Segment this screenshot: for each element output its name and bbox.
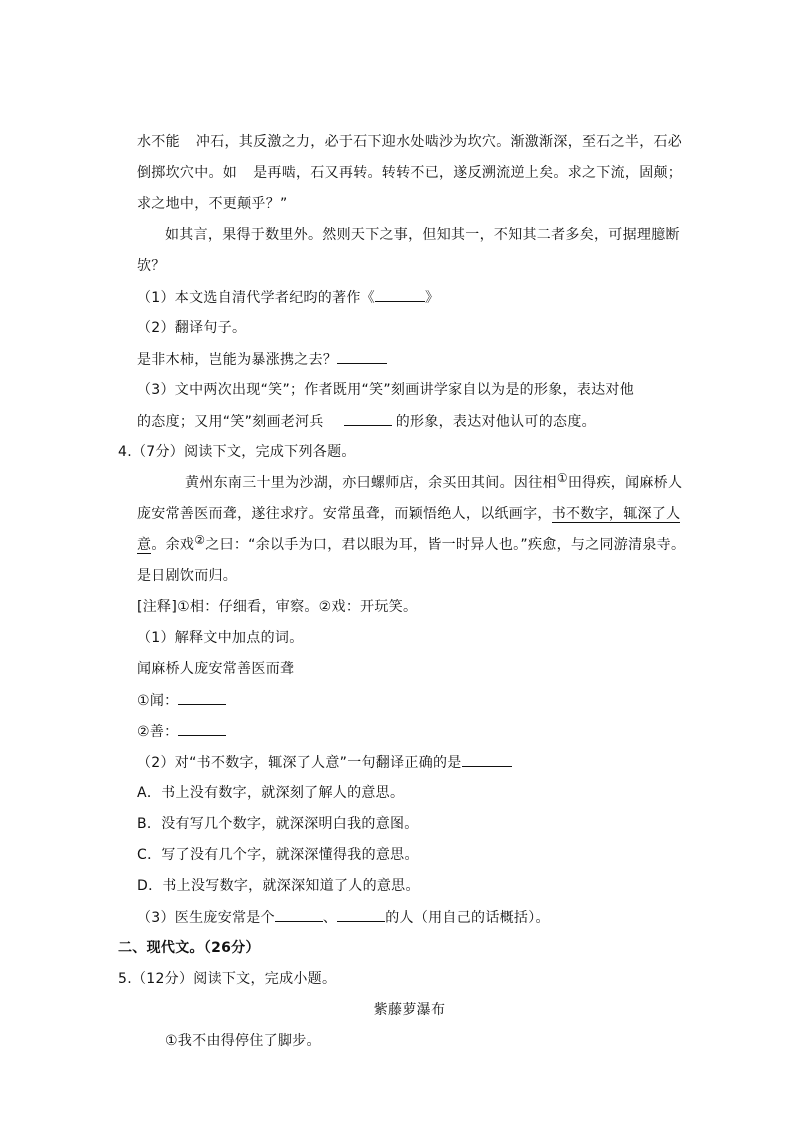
- q4-note: [注释]①相：仔细看，审察。②戏：开玩笑。: [137, 599, 418, 615]
- article-title: 紫藤萝瀑布: [373, 1002, 446, 1018]
- q3-sub3-line2: [137, 411, 682, 432]
- text: 的态度；又用“笑”刻画老河兵: [137, 414, 324, 430]
- text: 黄州东南三十里为沙湖，亦曰螺师店，余买田其间。因往相: [185, 475, 557, 491]
- text: ①闻：: [137, 693, 179, 709]
- answer-blank[interactable]: [178, 690, 226, 705]
- q4-passage-line-4: 是日剧饮而归。: [137, 568, 238, 584]
- option-d[interactable]: D．书上没写数字，就深深知道了人的意思。: [137, 878, 420, 894]
- q3-sub2: （2）翻译句子。: [137, 320, 247, 336]
- passage-line-5: 欤？: [137, 258, 166, 274]
- q4-heading: 4.（7分）阅读下文，完成下列各题。: [118, 444, 356, 460]
- q4-sub3: [137, 907, 682, 928]
- q4-sub1-item2: [137, 721, 682, 742]
- q3-sub1: [137, 287, 682, 308]
- article-paragraph-1: ①我不由得停住了脚步。: [165, 1033, 321, 1049]
- text: 庞安常善医而聋，遂往求疗。安常虽聋，而颖悟绝人，以纸画字，: [137, 506, 552, 522]
- q5-heading: 5.（12分）阅读下文，完成小题。: [118, 971, 337, 987]
- passage-line-3: 求之地中，不更颠乎？”: [137, 196, 288, 212]
- option-a[interactable]: A．书上没有数字，就深刻了解人的意思。: [137, 785, 405, 801]
- text: 的形象，表达对他认可的态度。: [395, 414, 596, 430]
- q4-passage-line-3: [137, 533, 686, 555]
- answer-blank[interactable]: [375, 287, 425, 302]
- q4-passage-line-1: [185, 473, 685, 493]
- passage-line-2: [137, 163, 682, 183]
- answer-blank[interactable]: [337, 907, 385, 922]
- text: 是再啮，石又再转。转转不已，遂反溯流逆上矣。求之下流，固颠；: [253, 165, 683, 181]
- section-heading: 二、现代文。（26分）: [118, 940, 260, 956]
- option-c[interactable]: C．写了没有几个字，就深深懂得我的意思。: [137, 847, 419, 863]
- text: 水不能: [137, 134, 180, 150]
- text: （1）本文选自清代学者纪昀的著作《: [137, 290, 376, 306]
- answer-blank[interactable]: [178, 721, 226, 736]
- q4-passage-line-2: [137, 504, 682, 524]
- passage-line-4: 如其言，果得于数里外。然则天下之事，但知其一，不知其二者多矣，可据理臆断: [165, 227, 680, 243]
- text: （3）医生庞安常是个: [137, 910, 275, 926]
- note-marker: ②: [194, 533, 206, 547]
- q4-sub1: （1）解释文中加点的词。: [137, 630, 304, 646]
- q4-sub1-sentence: 闻麻桥人庞安常善医而聋: [137, 661, 295, 677]
- note-marker: ①: [556, 471, 568, 485]
- underlined-text: 书不数字，辄深了人: [551, 506, 681, 522]
- passage-line-1: [137, 132, 682, 152]
- answer-blank[interactable]: [337, 349, 387, 364]
- q4-sub2: [137, 752, 682, 773]
- text: 之曰：“余以手为口，君以眼为耳，皆一时异人也。”疾愈，与之同游清泉寺。: [205, 537, 686, 553]
- q4-sub1-item1: [137, 690, 682, 711]
- text: 田得疾，闻麻桥人: [567, 475, 683, 491]
- option-b[interactable]: B．没有写几个数字，就深深明白我的意图。: [137, 816, 419, 832]
- answer-blank[interactable]: [275, 907, 323, 922]
- text: 是非木柿，岂能为暴涨携之去？: [137, 352, 338, 368]
- text: ②善：: [137, 724, 179, 740]
- answer-blank[interactable]: [344, 411, 392, 426]
- text: 、: [322, 910, 338, 926]
- text: 的人（用自己的话概括）。: [385, 910, 550, 926]
- underlined-text: 意: [137, 537, 152, 553]
- text: 。余戏: [151, 537, 195, 553]
- text: 冲石，其反激之力，必于石下迎水处啮沙为坎穴。渐激渐深，至石之半，石必: [195, 134, 683, 150]
- q3-sub3-line1: （3）文中两次出现“笑”；作者既用“笑”刻画讲学家自以为是的形象，表达对他: [137, 382, 635, 398]
- text: （2）对“书不数字，辄深了人意”一句翻译正确的是: [137, 755, 462, 771]
- answer-blank[interactable]: [462, 752, 512, 767]
- text: 倒掷坎穴中。如: [137, 165, 238, 181]
- text: 》: [425, 290, 440, 306]
- q3-sub2-sentence: [137, 349, 682, 370]
